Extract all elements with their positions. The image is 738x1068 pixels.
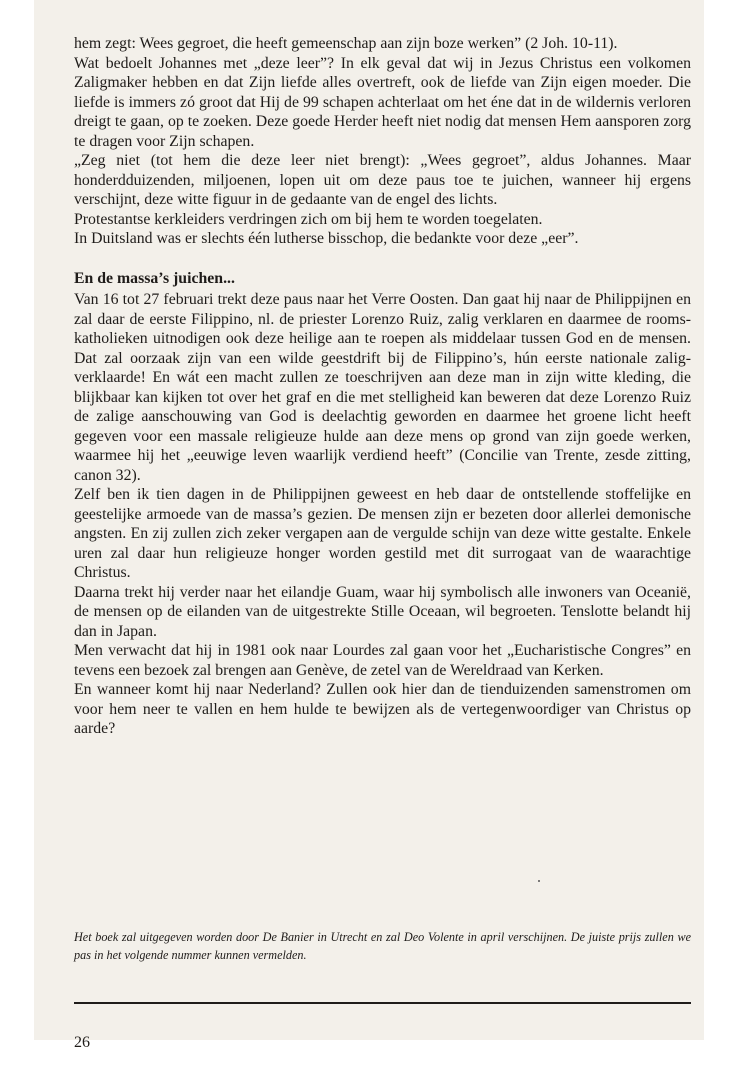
paragraph: Zelf ben ik tien dagen in de Philippijnen geweest en heb daar de ontstellende stoffelijke en geestelijke armoede van de massa’s gezien. De mensen zijn er bezeten door allerlei demonische angsten. En zij zullen zich zeker vergapen aan de vergulde schijn van deze witte gestalte. Enkele uren zal daar hun religieuze honger worden gestild met dit surrogaat van de waarachtige Christus.: [74, 486, 691, 581]
ink-speck: [538, 880, 540, 882]
paragraph: En wanneer komt hij naar Nederland? Zullen ook hier dan de tienduizenden samenstromen om voor hem neer te vallen en hem hulde te bewijzen als de vertegenwoordiger van Christus op aarde?: [74, 681, 691, 737]
paragraph: „Zeg niet (tot hem die deze leer niet brengt): „Wees gegroet”, aldus Johannes. Maar honderdduizenden, miljoenen, lopen uit om deze paus toe te juichen, wanneer hij ergens verschijnt, deze witte figuur in de gedaante van de engel des lichts.: [74, 152, 691, 208]
paragraph: Daarna trekt hij verder naar het eilandje Guam, waar hij symbolisch alle inwoners van Oceanië, de mensen op de eilanden van de uitgestrekte Stille Oceaan, wil begroeten. Tenslotte belandt hij dan in Japan.: [74, 583, 691, 640]
page-number: 26: [74, 1034, 90, 1051]
paragraph: Men verwacht dat hij in 1981 ook naar Lourdes zal gaan voor het „Eucharistische Congres” en tevens een bezoek zal brengen aan Genève, de zetel van de Wereldraad van Kerken.: [74, 642, 691, 679]
section-heading: En de massa’s juichen...: [74, 269, 235, 287]
paragraph: Van 16 tot 27 februari trekt deze paus naar het Verre Oosten. Dan gaat hij naar de Philippijnen en zal daar de eerste Filippino, nl. de priester Lorenzo Ruiz, zalig verklaren en daarmee de rooms-katholieken uitnodigen ook deze heilige aan te roepen als middelaar tussen God en de mensen. Dat zal oorzaak zijn van een wilde geestdrift bij de Filippino’s, hún eerste nationale zalig-verklaarde! En wát een macht zullen ze toeschrijven aan deze man in zijn witte kleding, die blijkbaar kan kijken tot over het graf en die met stelligheid kan beweren dat deze Lorenzo Ruiz de zalige aanschouwing van God is deelachtig geworden en daarmee het groene licht heeft gegeven voor een massale religieuze hulde aan deze mens op grond van zijn goede werken, waarmee hij het „eeuwige leven waarlijk verdiend heeft” (Concilie van Trente, zesde zitting, canon 32).: [74, 291, 691, 484]
paragraph: Protestantse kerkleiders verdringen zich om bij hem te worden toegelaten.: [74, 210, 543, 228]
footnote: Het boek zal uitgegeven worden door De Banier in Utrecht en zal Deo Volente in april verschijnen. De juiste prijs zullen we pas in het volgende nummer kunnen vermelden.: [74, 930, 691, 962]
page-sheet: [34, 0, 704, 1051]
paragraph: In Duitsland was er slechts één lutherse bisschop, die bedankte voor deze „eer”.: [74, 230, 579, 247]
divider-rule: [74, 1002, 691, 1004]
paragraph: Wat bedoelt Johannes met „deze leer”? In elk geval dat wij in Jezus Christus een volkomen Zaligmaker hebben en dat Zijn liefde alles overtreft, ook de liefde van Zijn eigen moeder. Die liefde is immers zó groot dat Hij de 99 schapen achterlaat om het éne dat in de wildernis verloren dreigt te gaan, op te zoeken. Deze goede Herder heeft niet nodig dat mensen Hem aansporen zorg te dragen voor Zijn schapen.: [74, 54, 691, 150]
paragraph: hem zegt: Wees gegroet, die heeft gemeenschap aan zijn boze werken” (2 Joh. 10-11).: [74, 35, 618, 52]
article-body: [74, 34, 691, 739]
